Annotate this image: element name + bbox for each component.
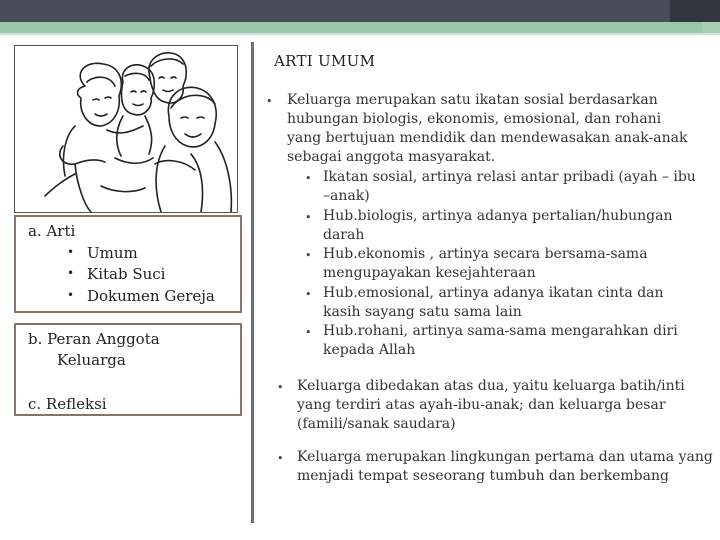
sub2-line-2: darah (323, 227, 365, 243)
sub3-line-2: mengupayakan kesejahteraan (323, 265, 536, 281)
p3-line-1: Keluarga merupakan lingkungan pertama dan utama yang (297, 449, 713, 465)
sub4-line-2: kasih sayang satu sama lain (323, 304, 522, 320)
header-band-green (0, 22, 720, 33)
p1-line-1: Keluarga merupakan satu ikatan sosial berdasarkan (287, 92, 658, 108)
sub3-line-1: Hub.ekonomis , artinya secara bersama-sama (323, 246, 648, 262)
outline-b-label: b. Peran Anggota (28, 330, 160, 348)
page-title: ARTI UMUM (274, 52, 376, 70)
bullet-sub-5: • (305, 326, 312, 339)
p1-line-4: sebagai anggota masyarakat. (287, 149, 496, 165)
family-illustration (14, 45, 238, 213)
sub1-line-1: Ikatan sosial, artinya relasi antar pribadi (ayah – ibu (323, 169, 696, 185)
sub2-line-1: Hub.biologis, artinya adanya pertalian/hubungan (323, 208, 673, 224)
outline-a-label: a. Arti (28, 222, 76, 240)
sub5-line-1: Hub.rohani, artinya sama-sama mengarahkan diri (323, 323, 678, 339)
divider-vertical (251, 42, 254, 523)
bullet-sub-1: • (305, 172, 312, 185)
p3-line-2: menjadi tempat seseorang tumbuh dan berkembang (297, 468, 669, 484)
outline-a-item-kitab-suci: • Kitab Suci (67, 265, 166, 283)
sub5-line-2: kepada Allah (323, 342, 416, 358)
header-band-dark (0, 0, 720, 22)
bullet-p2: • (277, 381, 284, 394)
outline-a-item-umum: • Umum (67, 244, 138, 262)
bullet-sub-2: • (305, 211, 312, 224)
sub1-line-2: –anak) (323, 188, 370, 204)
outline-b-label-cont: Keluarga (57, 351, 126, 369)
outline-c-label: c. Refleksi (28, 395, 107, 413)
p2-line-3: (famili/sanak saudara) (297, 416, 456, 432)
outline-a-item-dokumen-gereja: • Dokumen Gereja (67, 287, 215, 305)
sub4-line-1: Hub.emosional, artinya adanya ikatan cinta dan (323, 285, 664, 301)
header-notch (702, 22, 720, 33)
bullet-sub-4: • (305, 288, 312, 301)
p2-line-2: yang terdiri atas ayah-ibu-anak; dan keluarga besar (297, 397, 666, 413)
bullet-sub-3: • (305, 249, 312, 262)
bullet-p1: • (266, 95, 273, 108)
p1-line-2: hubungan biologis, ekonomis, emosional, dan rohani (287, 111, 662, 127)
bullet-p3: • (277, 452, 284, 465)
family-illustration-icon (15, 46, 237, 212)
header-band-line (0, 33, 720, 35)
p1-line-3: yang bertujuan mendidik dan mendewasakan anak-anak (287, 130, 688, 146)
p2-line-1: Keluarga dibedakan atas dua, yaitu keluarga batih/inti (297, 378, 685, 394)
